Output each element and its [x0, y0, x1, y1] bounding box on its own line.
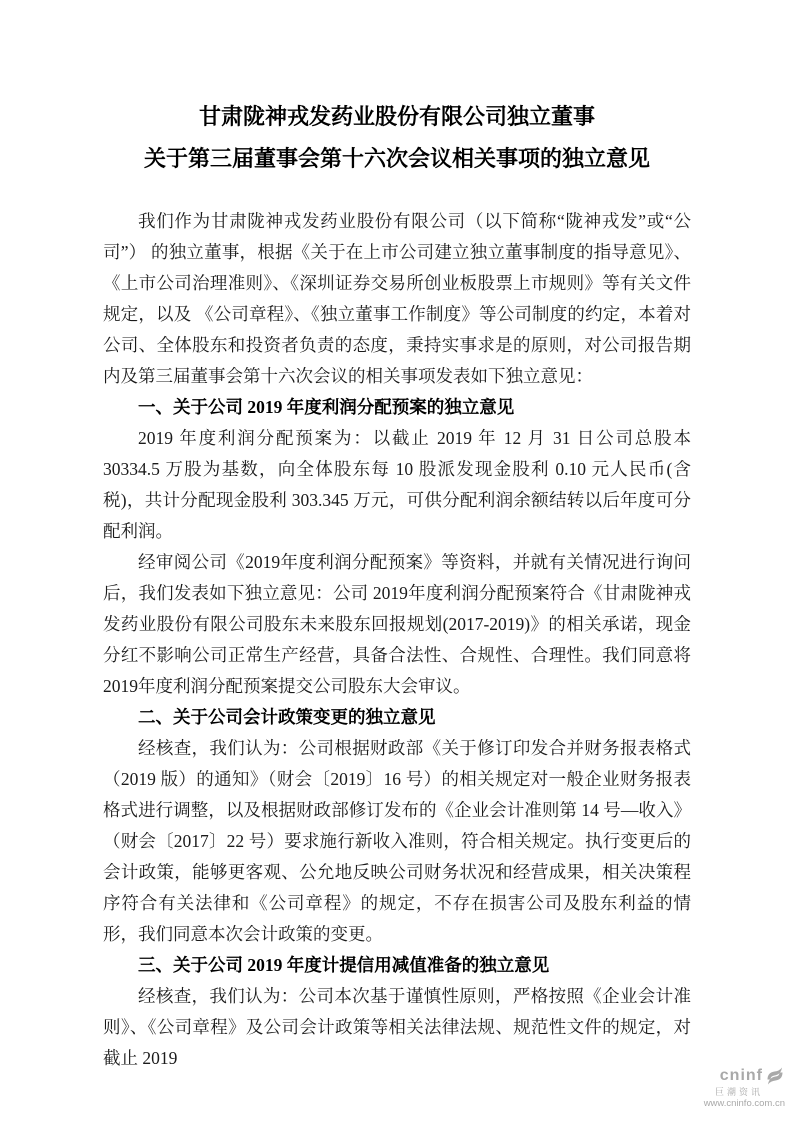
cninfo-swirl-icon — [765, 1066, 785, 1086]
body-paragraph: 2019 年度利润分配预案为：以截止 2019 年 12 月 31 日公司总股本 30334.5 万股为基数，向全体股东每 10 股派发现金股利 0.10 元人民币(含税)，共计分配现金股利 303.345 万元，可供分配利润余额结转以后年度可分配利润。 — [103, 428, 691, 541]
title-line-2: 关于第三届董事会第十六次会议相关事项的独立意见 — [143, 146, 650, 171]
cninfo-brand-text: cninf — [719, 1066, 763, 1084]
cninfo-url: www.cninfo.com.cn — [703, 1098, 785, 1110]
body-paragraph: 我们作为甘肃陇神戎发药业股份有限公司（以下简称“陇神戎发”或“公司”） 的独立董事，根据《关于在上市公司建立独立董事制度的指导意见》、《上市公司治理准则》、《深圳证券交易所创业板股票上市规则》等有关文件规定，以及 《公司章程》、《独立董事工作制度》等公司制度的约定，本着对公司、全体股东和投资者负责的态度，秉持实事求是的原则，对公司报告期内及第三届董事会第十六次会议的相关事项发表如下独立意见： — [103, 211, 691, 386]
document-title — [103, 96, 691, 180]
title-line-1: 甘肃陇神戎发药业股份有限公司独立董事 — [198, 104, 595, 129]
cninfo-watermark — [704, 1066, 785, 1110]
document-body — [103, 206, 691, 1074]
cninfo-logo-row — [704, 1066, 785, 1086]
section-heading: 三、关于公司 2019 年度计提信用减值准备的独立意见 — [138, 955, 550, 975]
section-heading: 一、关于公司 2019 年度利润分配预案的独立意见 — [138, 397, 515, 417]
cninfo-chinese-name: 巨潮资讯 — [714, 1086, 763, 1097]
body-paragraph: 经核查，我们认为：公司本次基于谨慎性原则，严格按照《企业会计准则》、《公司章程》及公司会计政策等相关法律法规、规范性文件的规定，对截止 2019 — [103, 986, 691, 1068]
body-paragraph: 经审阅公司《2019年度利润分配预案》等资料，并就有关情况进行询问后，我们发表如下独立意见：公司 2019年度利润分配预案符合《甘肃陇神戎发药业股份有限公司股东未来股东回报规划(2017-2019)》的相关承诺，现金分红不影响公司正常生产经营，具备合法性、合规性、合理性。我们同意将 2019年度利润分配预案提交公司股东大会审议。 — [103, 552, 691, 696]
document-content — [103, 96, 691, 1074]
section-heading: 二、关于公司会计政策变更的独立意见 — [138, 707, 436, 727]
body-paragraph: 经核查，我们认为：公司根据财政部《关于修订印发合并财务报表格式（2019 版）的通知》（财会〔2019〕16 号）的相关规定对一般企业财务报表格式进行调整，以及根据财政部修订发布的《企业会计准则第 14 号—收入》（财会〔2017〕22 号）要求施行新收入准则，符合相关规定。执行变更后的会计政策，能够更客观、公允地反映公司财务状况和经营成果，相关决策程序符合有关法律和《公司章程》的规定，不存在损害公司及股东利益的情形，我们同意本次会计政策的变更。 — [103, 738, 691, 944]
